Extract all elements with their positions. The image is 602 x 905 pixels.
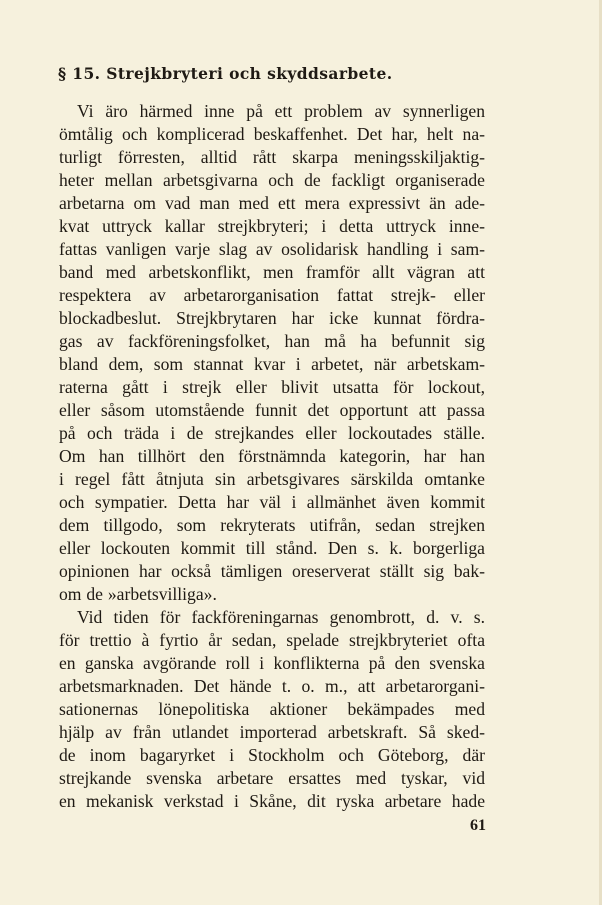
- text-line: eller lockouten kommit till stånd. Den s. k. borgerliga: [59, 538, 485, 558]
- text-line: bland dem, som stannat kvar i arbetet, när arbetskam-: [59, 354, 485, 374]
- text-line: opinionen har också tämligen oreserverat ställt sig bak-: [59, 561, 485, 581]
- text-line: gas av fackföreningsfolket, han må ha befunnit sig: [59, 331, 485, 351]
- text-line: ömtålig och komplicerad beskaffenhet. Det har, helt na-: [59, 124, 485, 144]
- text-line: raterna gått i strejk eller blivit utsatta för lockout,: [59, 377, 485, 397]
- text-line: turligt förresten, alltid rått skarpa meningsskiljaktig-: [59, 147, 485, 167]
- text-line: dem tillgodo, som rekryterats utifrån, sedan strejken: [59, 515, 485, 535]
- text-line: på och träda i de strejkandes eller lockoutades ställe.: [59, 423, 485, 443]
- text-line: de inom bagaryrket i Stockholm och Göteborg, där: [59, 745, 485, 765]
- text-line: i regel fått åtnjuta sin arbetsgivares särskilda omtanke: [59, 469, 485, 489]
- text-line: Vi äro härmed inne på ett problem av synnerligen: [77, 101, 485, 121]
- text-line: Vid tiden för fackföreningarnas genombrott, d. v. s.: [77, 607, 485, 627]
- text-line: eller såsom utomstående funnit det opportunt att passa: [59, 400, 485, 420]
- text-line: blockadbeslut. Strejkbrytaren har icke kunnat fördra-: [59, 308, 485, 328]
- text-line: en mekanisk verkstad i Skåne, dit ryska arbetare hade: [59, 791, 485, 811]
- text-line: fattas vanligen varje slag av osolidarisk handling i sam-: [59, 239, 485, 259]
- text-line: om de »arbetsvilliga».: [59, 584, 217, 604]
- text-line: arbetsmarknaden. Det hände t. o. m., att arbetarorgani-: [59, 676, 485, 696]
- text-line: band med arbetskonflikt, men framför allt vägran att: [59, 262, 485, 282]
- page-number: 61: [470, 817, 486, 834]
- text-line: sationernas lönepolitiska aktioner bekämpades med: [59, 699, 485, 719]
- text-line: och sympatier. Detta har väl i allmänhet även kommit: [59, 492, 485, 512]
- text-line: heter mellan arbetsgivarna och de fackligt organiserade: [59, 170, 485, 190]
- text-line: kvat uttryck kallar strejkbryteri; i detta uttryck inne-: [59, 216, 485, 236]
- text-line: en ganska avgörande roll i konflikterna på den svenska: [59, 653, 485, 673]
- text-line: hjälp av från utlandet importerad arbetskraft. Så sked-: [59, 722, 485, 742]
- text-line: för trettio à fyrtio år sedan, spelade strejkbryteriet ofta: [59, 630, 485, 650]
- text-line: strejkande svenska arbetare ersattes med tyskar, vid: [59, 768, 485, 788]
- text-line: respektera av arbetarorganisation fattat strejk- eller: [59, 285, 485, 305]
- text-line: arbetarna om vad man med ett mera expressivt än ade-: [59, 193, 485, 213]
- section-heading: § 15. Strejkbryteri och skyddsarbete.: [58, 64, 393, 83]
- text-line: Om han tillhört den förstnämnda kategorin, har han: [59, 446, 485, 466]
